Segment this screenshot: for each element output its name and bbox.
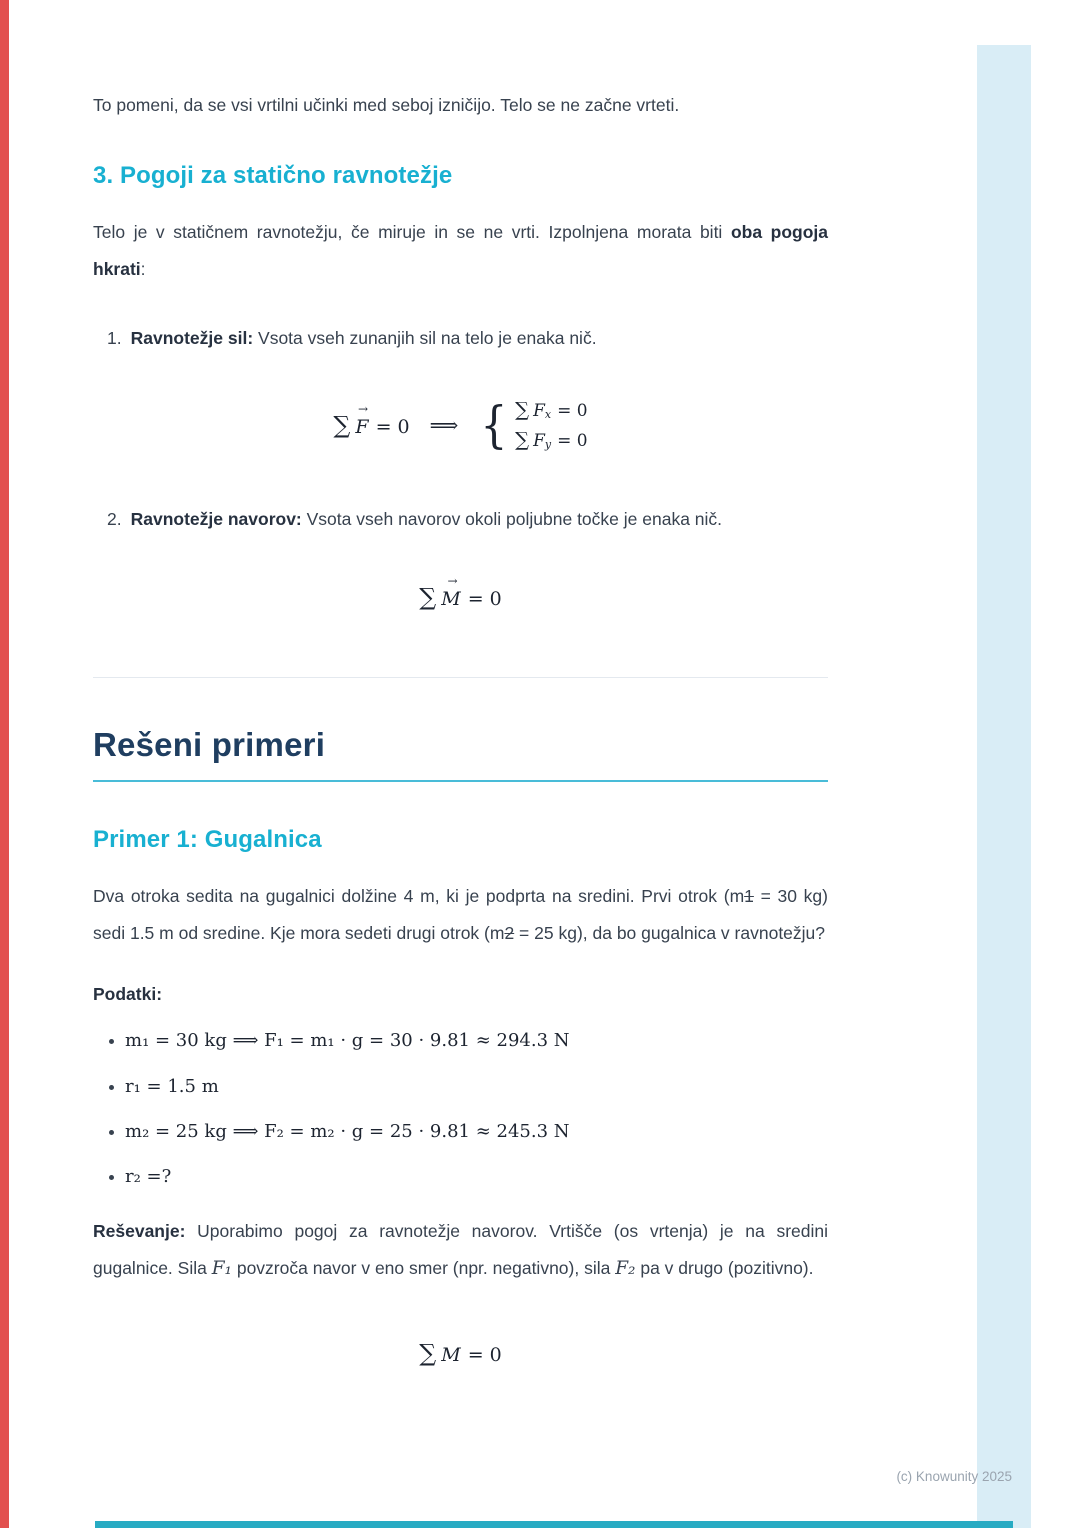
vector-arrow-icon: → [447, 574, 458, 589]
list-number: 2. [107, 509, 122, 530]
lead-paragraph: To pomeni, da se vsi vrtilni učinki med seboj izničijo. Telo se ne začne vrteti. [93, 95, 680, 115]
problem-text: Dva otroka sedita na gugalnici dolžine 4 m, ki je podprta na sredini. Prvi otrok (m [93, 886, 745, 907]
equals-zero: = 0 [375, 415, 410, 438]
footer-copyright: (c) Knowunity 2025 [896, 1469, 1012, 1484]
intro-bold-text: oba pogoja hkrati [93, 222, 829, 280]
example1-heading: Primer 1: Gugalnica [93, 826, 322, 854]
equals-zero: = 0 [557, 401, 588, 422]
vector-arrow-icon: → [358, 401, 369, 416]
variable-m: M [441, 588, 461, 611]
variable-f: F [533, 401, 545, 422]
formula-final-torque [93, 1339, 828, 1367]
implies-arrow-icon: ⟹ [429, 412, 459, 437]
list-item-text: Vsota vseh zunanjih sil na telo je enaka nič. [253, 328, 597, 349]
intro-tail: : [140, 259, 146, 280]
subscript-y: y [544, 438, 552, 452]
solving-label: Reševanje: [93, 1221, 186, 1242]
bottom-accent-bar [95, 1521, 1013, 1528]
section-heading-conditions: 3. Pogoji za statično ravnotežje [93, 162, 453, 190]
sum-symbol: ∑ [515, 428, 530, 452]
list-item-body [131, 324, 597, 352]
solving-text: povzroča navor v eno smer (npr. negativno), sila [231, 1258, 616, 1279]
sum-symbol: ∑ [419, 583, 437, 612]
sum-symbol: ∑ [419, 1339, 437, 1368]
right-accent-strip [977, 45, 1031, 1528]
variable-f: F [355, 415, 369, 438]
left-brace: { [480, 395, 508, 454]
data-item-r1: • r₁ = 1.5 m [125, 1075, 828, 1099]
data-label-text: Podatki: [93, 984, 163, 1005]
formula-sum-forces [93, 395, 828, 454]
problem-text: = 30 kg) sedi 1.5 m od sredine. Kje mora sedeti drugi otrok (m [93, 886, 828, 944]
sum-symbol: ∑ [515, 398, 530, 422]
cases-group [478, 395, 588, 454]
list-item-body [131, 505, 722, 533]
variable-f: F [533, 431, 545, 452]
data-list [93, 1029, 828, 1189]
data-item-r2: • r₂ =? [125, 1165, 828, 1189]
problem-text: = 25 kg), da bo gugalnica v ravnotežju? [514, 923, 826, 944]
list-item-title: Ravnotežje sil: [130, 328, 254, 349]
solving-text: Uporabimo pogoj za ravnotežje navorov. Vrtišče (os vrtenja) je na sredini gugalnice. Sila [93, 1221, 828, 1279]
case-row-fx [515, 398, 587, 421]
equals-zero: = 0 [467, 588, 502, 611]
list-number: 1. [107, 328, 122, 349]
inline-math-f2: F₂ [615, 1258, 636, 1280]
sum-symbol: ∑ [333, 410, 351, 439]
subscript-1-struck: 1 [744, 886, 754, 907]
section-divider [93, 677, 828, 678]
conditions-intro-paragraph [93, 214, 828, 288]
data-label [93, 984, 828, 1005]
solving-paragraph [93, 1213, 828, 1287]
list-item-torque-balance [93, 505, 828, 533]
document-content [93, 0, 828, 1367]
cases-column [515, 398, 587, 451]
equals-zero: = 0 [557, 431, 588, 452]
vector-m [441, 574, 461, 611]
data-item-m1: • m₁ = 30 kg ⟹ F₁ = m₁ · g = 30 · 9.81 ≈ 294.3 N [125, 1029, 828, 1053]
case-row-fy [515, 428, 587, 451]
list-item-title: Ravnotežje navorov: [130, 509, 302, 530]
vector-f [355, 401, 369, 438]
subscript-x: x [544, 408, 552, 422]
inline-math-f1: F₁ [211, 1258, 232, 1280]
math-sum-torque [419, 1339, 502, 1367]
list-item-text: Vsota vseh navorov okoli poljubne točke je enaka nič. [301, 509, 723, 530]
example1-problem-paragraph [93, 878, 828, 952]
intro-text: Telo je v statičnem ravnotežju, če miruje in se ne vrti. Izpolnjena morata biti [93, 222, 731, 243]
left-accent-strip [0, 0, 9, 1528]
math-sum-torque-vector [419, 574, 502, 612]
examples-heading: Rešeni primeri [93, 726, 326, 764]
data-item-m2: • m₂ = 25 kg ⟹ F₂ = m₂ · g = 25 · 9.81 ≈ 245.3 N [125, 1120, 828, 1144]
subscript-2-struck: 2 [504, 923, 515, 944]
list-item-force-balance [93, 324, 828, 352]
heading-underline [93, 780, 828, 782]
math-sum-force-vector [333, 401, 410, 439]
formula-sum-torques [93, 574, 828, 612]
solving-text: pa v drugo (pozitivno). [635, 1258, 814, 1279]
equals-zero: = 0 [467, 1344, 502, 1367]
variable-m: M [441, 1344, 461, 1367]
